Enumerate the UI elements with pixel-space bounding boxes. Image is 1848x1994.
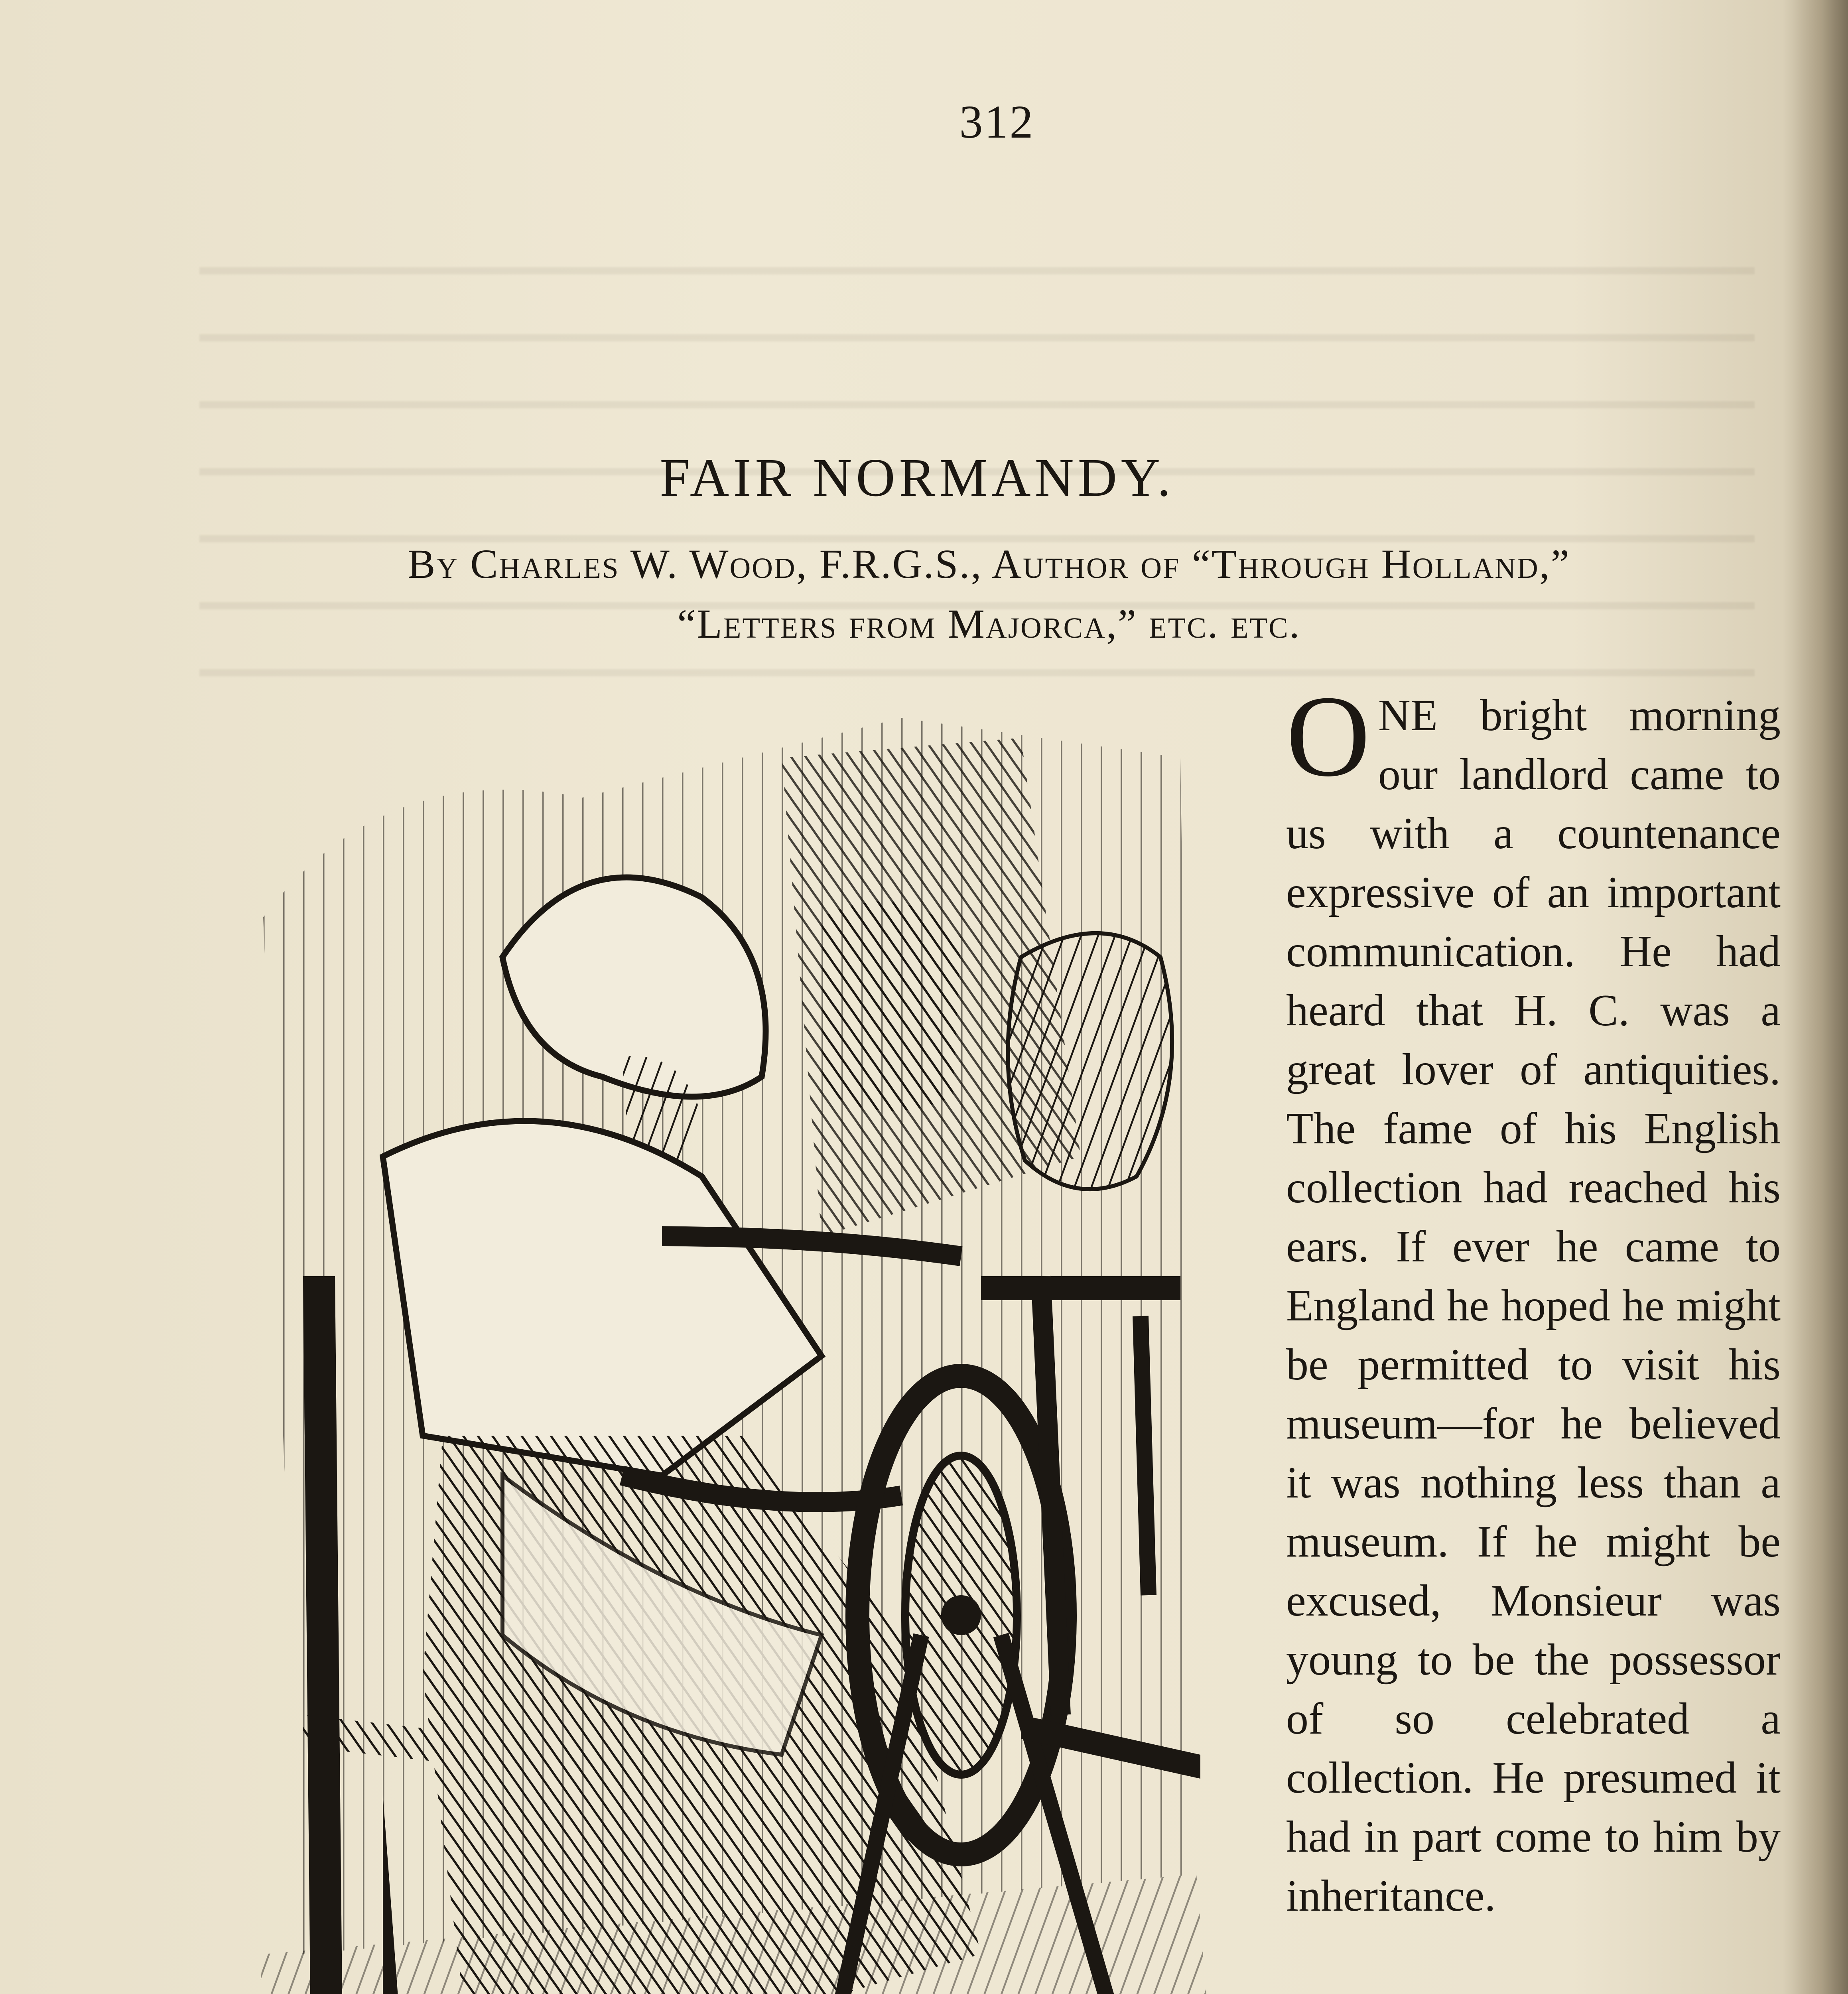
- byline: [191, 534, 1787, 654]
- right-column-text: [1286, 672, 1781, 1925]
- byline-line-2: “Letters from Majorca,” etc. etc.: [677, 601, 1301, 647]
- woman-at-spinning-wheel-engraving: [223, 678, 1236, 1994]
- page-spine-shadow: [1783, 0, 1848, 1994]
- page-number: 312: [959, 96, 1035, 148]
- opening-paragraph: NE bright morning our landlord came to us with a countenance expressive of an important communication. He had heard that H. C. was a great lover of antiquities. The fame of his English collection had reached his ears. If ever he came to England he hoped he might be permitted to visit his museum—for he believed it was nothing less than a museum. If he might be excused, Monsieur was young to be the possessor of so celebrated a collection. He presumed it had in part come to him by inheritance.: [1286, 691, 1781, 1921]
- article-title: FAIR NORMANDY.: [660, 448, 1175, 508]
- byline-line-1: By Charles W. Wood, F.R.G.S., Author of “Through Holland,”: [408, 541, 1570, 587]
- drop-cap: O: [1286, 672, 1370, 801]
